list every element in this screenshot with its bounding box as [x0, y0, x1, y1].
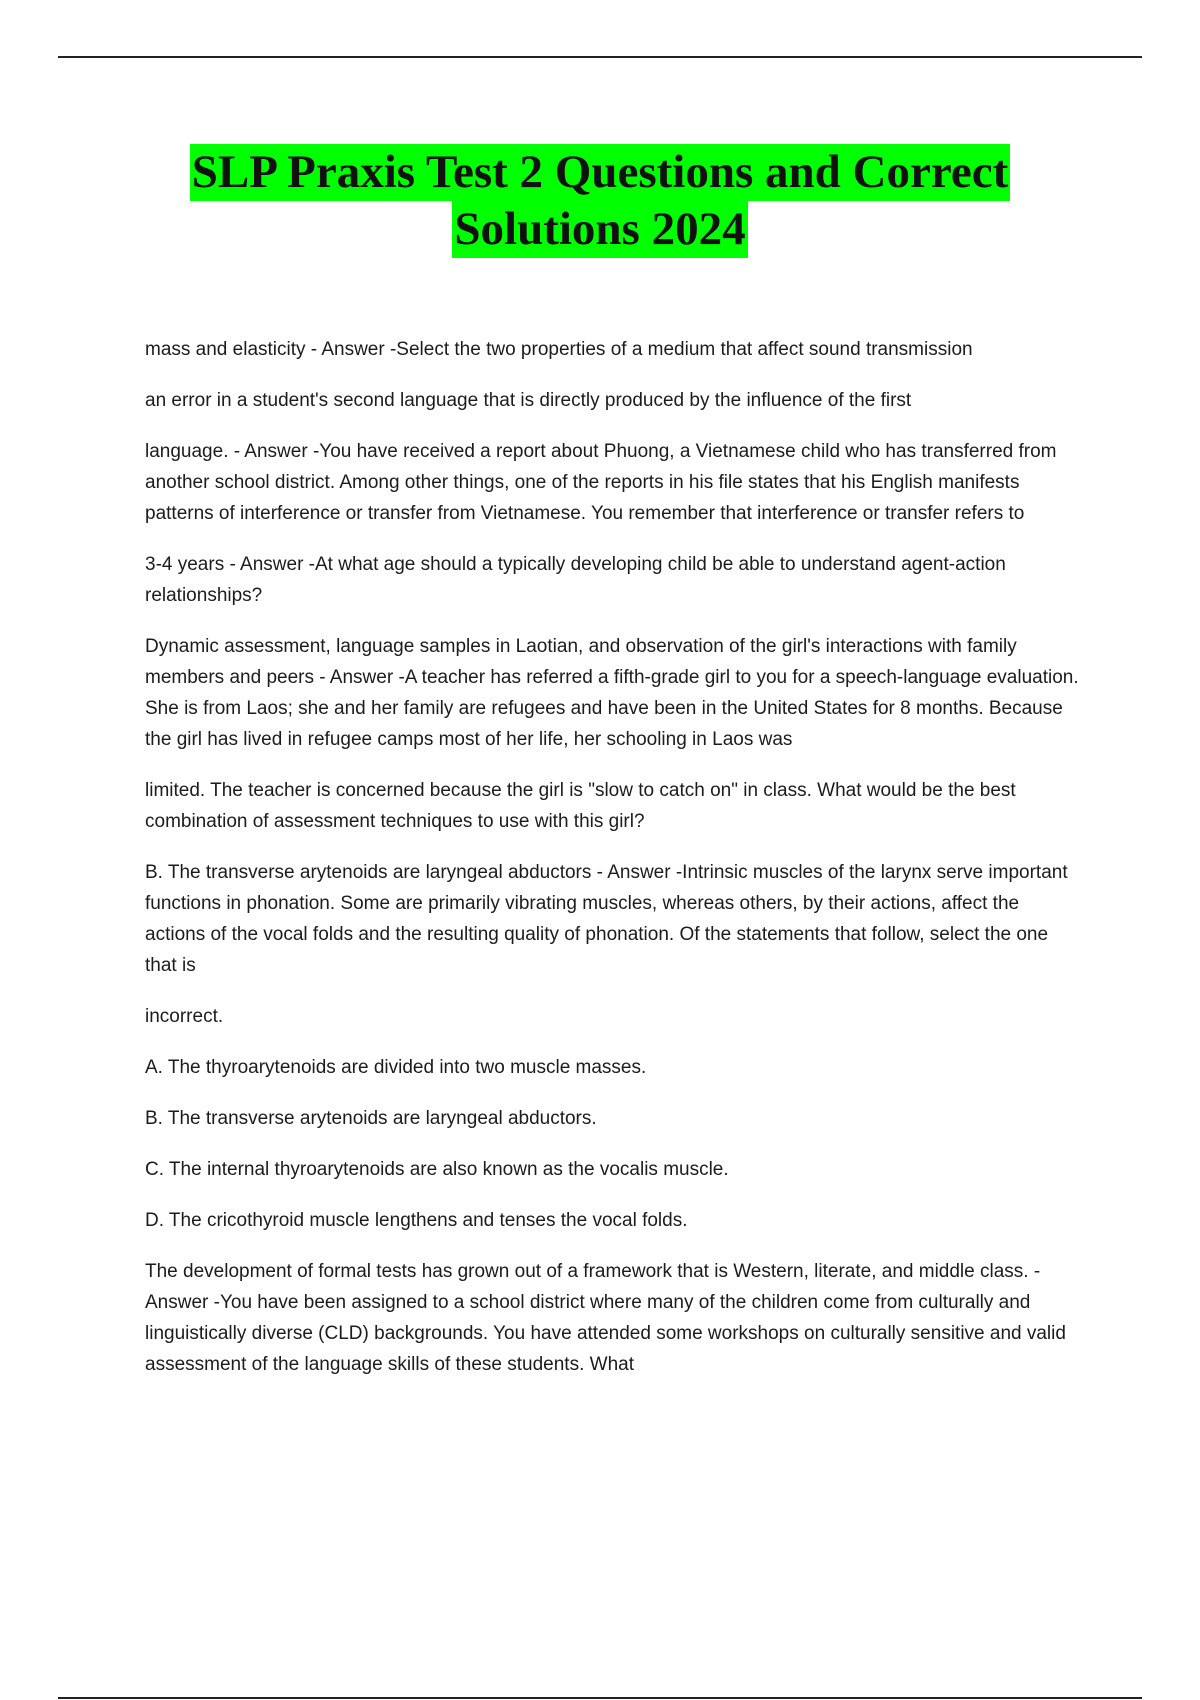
top-rule [58, 56, 1142, 58]
answer-option-b: B. The transverse arytenoids are laryngeal abductors. [145, 1108, 597, 1129]
answer-option-d: D. The cricothyroid muscle lengthens and tenses the vocal folds. [145, 1210, 688, 1231]
document-body [145, 334, 1080, 1400]
paragraph: 3-4 years - Answer -At what age should a typically developing child be able to understand agent-action relationships? [145, 554, 1006, 606]
title-line-2: Solutions 2024 [452, 201, 747, 258]
paragraph: limited. The teacher is concerned because the girl is "slow to catch on" in class. What would be the best combination of assessment techniques to use with this girl? [145, 780, 1016, 832]
paragraph: an error in a student's second language that is directly produced by the influence of the first [145, 390, 912, 411]
answer-option-c: C. The internal thyroarytenoids are also known as the vocalis muscle. [145, 1159, 729, 1180]
answer-option-a: A. The thyroarytenoids are divided into two muscle masses. [145, 1057, 647, 1078]
title-line-1: SLP Praxis Test 2 Questions and Correct [190, 144, 1010, 201]
paragraph: language. - Answer -You have received a report about Phuong, a Vietnamese child who has transferred from another school district. Among other things, one of the reports in his file states that his English manifests patterns of interference or transfer from Vietnamese. You remember that interference or transfer refers to [145, 441, 1057, 524]
paragraph: The development of formal tests has grown out of a framework that is Western, literate, and middle class. - Answer -You have been assigned to a school district where many of the children come from culturally and linguistically diverse (CLD) backgrounds. You have attended some workshops on culturally sensitive and valid assessment of the language skills of these students. What [145, 1261, 1066, 1375]
paragraph: B. The transverse arytenoids are laryngeal abductors - Answer -Intrinsic muscles of the larynx serve important functions in phonation. Some are primarily vibrating muscles, whereas others, by their actions, affect the actions of the vocal folds and the resulting quality of phonation. Of the statements that follow, select the one that is [145, 862, 1068, 976]
paragraph: Dynamic assessment, language samples in Laotian, and observation of the girl's interactions with family members and peers - Answer -A teacher has referred a fifth-grade girl to you for a speech-language evaluation. She is from Laos; she and her family are refugees and have been in the United States for 8 months. Because the girl has lived in refugee camps most of her life, her schooling in Laos was [145, 636, 1079, 750]
paragraph: incorrect. [145, 1006, 224, 1027]
document-title [0, 144, 1200, 258]
paragraph: mass and elasticity - Answer -Select the two properties of a medium that affect sound transmission [145, 339, 973, 360]
bottom-rule [58, 1697, 1142, 1699]
